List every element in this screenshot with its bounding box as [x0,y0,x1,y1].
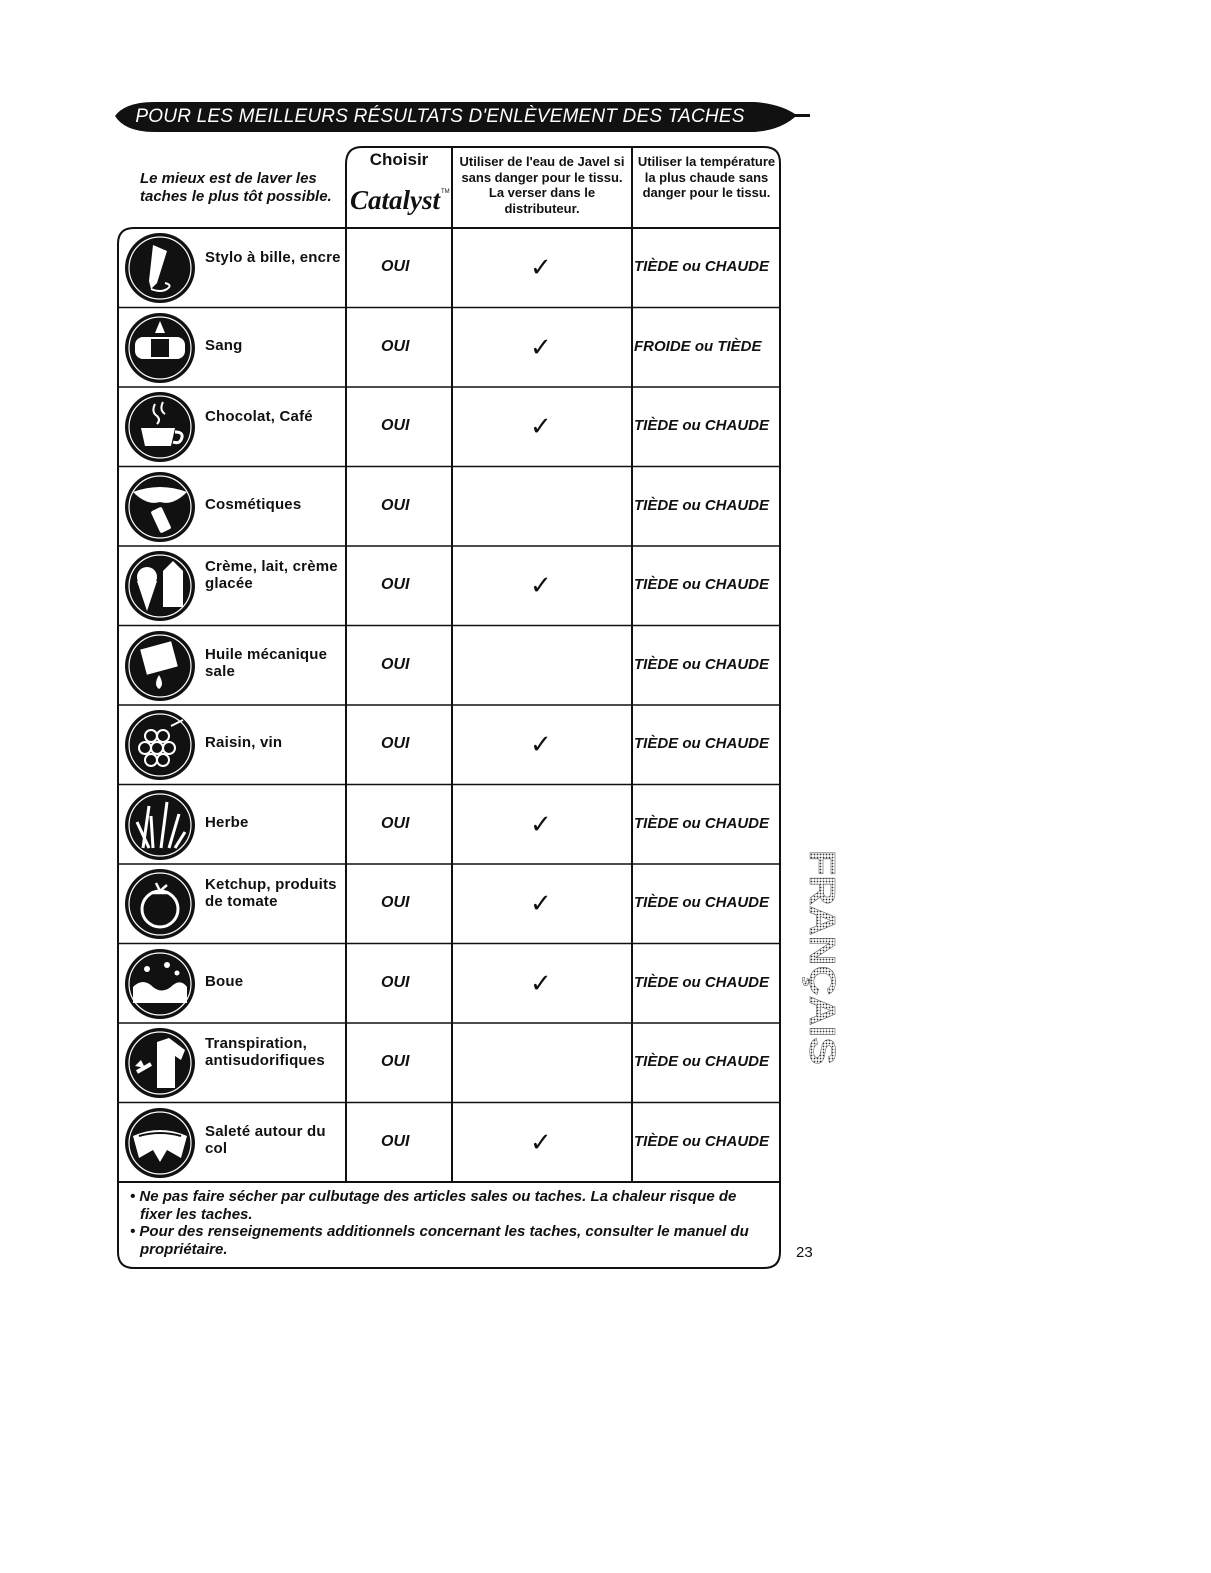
mud-icon [123,947,197,1021]
stain-name: Ketchup, produits de tomate [205,876,337,911]
catalyst-value: OUI [381,894,410,911]
catalyst-value: OUI [381,337,410,355]
catalyst-value: OUI [381,655,410,673]
table-row [118,944,780,1024]
stain-name: Cosmétiques [205,495,302,513]
stain-name: Chocolat, Café [205,407,313,425]
bleach-check: ✓ [530,411,552,441]
svg-text:FRANÇAIS: FRANÇAIS [802,850,843,1036]
catalyst-value: OUI [381,973,410,991]
temperature-value: TIÈDE ou CHAUDE [634,973,769,991]
footnotes [128,1188,768,1258]
bandage-icon [123,311,197,385]
temperature-value: TIÈDE ou CHAUDE [634,814,769,832]
stain-name: Stylo à bille, encre [205,248,341,266]
column-header-choose: Choisir [369,150,429,169]
bleach-check: ✓ [530,808,552,839]
stain-name: Sang [205,336,243,354]
temperature-value: TIÈDE ou CHAUDE [634,894,769,911]
stain-name: Saleté autour du col [205,1123,326,1158]
catalyst-value: OUI [381,576,410,593]
page-number: 23 [796,1244,813,1261]
table-row [118,626,780,706]
column-header-temperature: Utiliser la température la plus chaude sans danger pour le tissu. [637,154,776,200]
table-row [118,1023,780,1103]
catalyst-value: OUI [381,814,410,832]
svg-text:TM: TM [441,189,450,195]
bleach-check: ✓ [530,967,552,998]
svg-text:Catalyst: Catalyst [350,185,441,215]
oil-can-icon [123,629,197,703]
grapes-icon [123,708,197,782]
temperature-value: TIÈDE ou CHAUDE [634,258,769,275]
temperature-value: TIÈDE ou CHAUDE [634,1132,769,1150]
ice-cream-milk-icon [123,549,197,623]
table-row [118,546,780,626]
catalyst-value: OUI [381,1132,410,1150]
collar-icon [123,1106,197,1180]
temperature-value: TIÈDE ou CHAUDE [634,576,769,593]
tomato-icon [123,867,197,941]
temperature-value: FROIDE ou TIÈDE [634,337,762,355]
catalyst-value: OUI [381,417,410,434]
pen-icon [123,231,197,305]
stain-name: Herbe [205,813,249,831]
table-row [118,785,780,865]
lipstick-icon [123,470,197,544]
table-row [118,705,780,785]
temperature-value: TIÈDE ou CHAUDE [634,655,769,673]
footnote: • Ne pas faire sécher par culbutage des articles sales ou taches. La chaleur risque de fixer les taches. [130,1188,737,1223]
title-banner [115,102,810,134]
temperature-value: TIÈDE ou CHAUDE [634,1053,769,1070]
coffee-cup-icon [123,390,197,464]
bleach-check: ✓ [530,1126,552,1157]
column-header-bleach: Utiliser de l'eau de Javel si sans danger pour le tissu. La verser dans le distributeur. [459,154,625,216]
stain-name: Transpiration, antisudorifiques [205,1035,325,1070]
shirt-spray-icon [123,1026,197,1100]
side-language-label [800,850,846,1070]
catalyst-value: OUI [381,735,410,752]
intro-text: Le mieux est de laver les taches le plus tôt possible. [140,170,332,205]
temperature-value: TIÈDE ou CHAUDE [634,417,769,434]
catalyst-value: OUI [381,258,410,275]
stain-name: Crème, lait, crème glacée [205,558,338,593]
stain-name: Raisin, vin [205,734,283,752]
catalyst-logo [350,183,450,217]
bleach-check: ✓ [530,729,552,759]
bleach-check: ✓ [530,888,552,918]
grass-icon [123,788,197,862]
table-row [118,308,780,388]
catalyst-value: OUI [381,1053,410,1070]
catalyst-value: OUI [381,496,410,514]
table-row [118,387,780,467]
temperature-value: TIÈDE ou CHAUDE [634,496,769,514]
bleach-check: ✓ [530,570,552,600]
stain-name: Boue [205,972,244,990]
temperature-value: TIÈDE ou CHAUDE [634,735,769,752]
banner-title: POUR LES MEILLEURS RÉSULTATS D'ENLÈVEMENT DES TACHES [135,106,745,127]
bleach-check: ✓ [530,252,552,282]
table-row [118,864,780,944]
table-row [118,228,780,308]
table-row [118,467,780,547]
stain-name: Huile mécanique sale [205,646,328,681]
bleach-check: ✓ [530,331,552,362]
footnote: • Pour des renseignements additionnels concernant les taches, consulter le manuel du propriétaire. [130,1223,749,1258]
table-row [118,1103,780,1183]
